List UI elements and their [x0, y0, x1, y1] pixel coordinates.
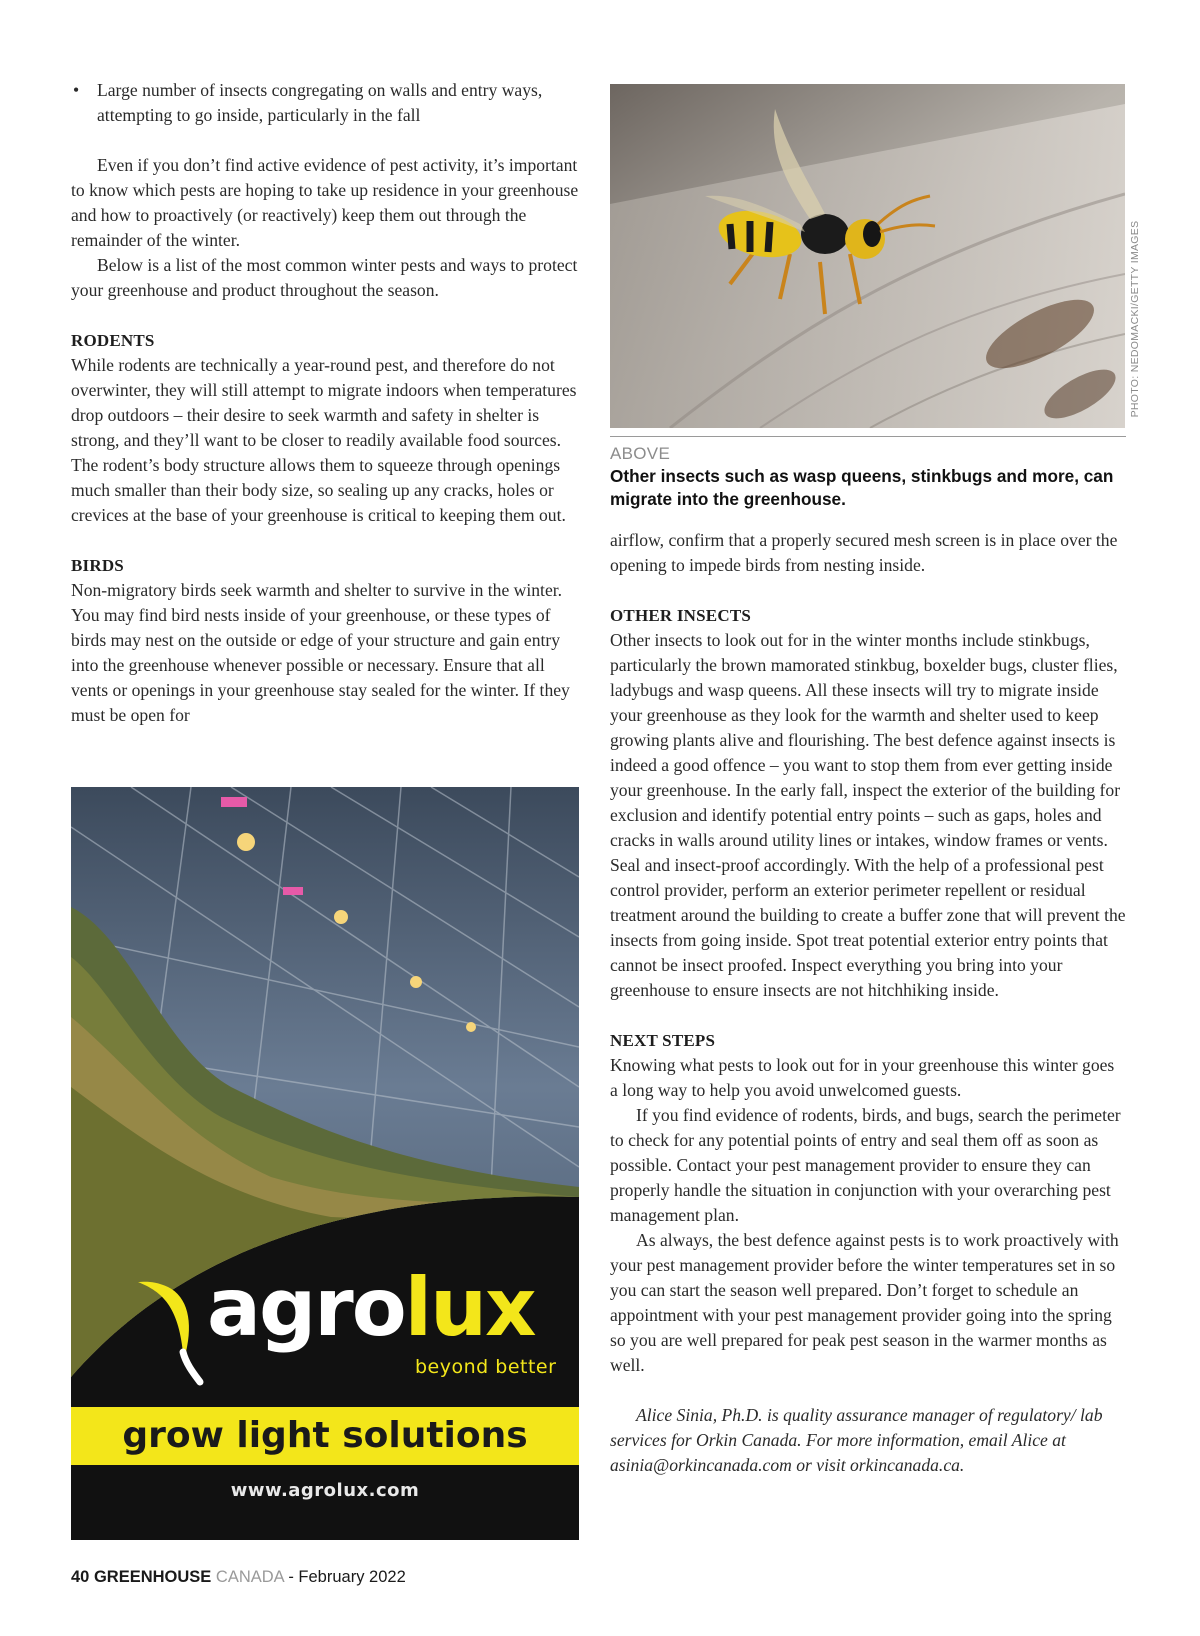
ad-yellow-band	[71, 1407, 579, 1465]
intro-paragraph: Even if you don’t find active evidence of pest activity, it’s important to know which pests are hoping to take up residence in your greenhouse and how to proactively (or reactively) keep them out through the remainder of the winter.	[71, 155, 579, 250]
caption-text: Other insects such as wasp queens, stinkbugs and more, can migrate into the greenhouse.	[610, 466, 1114, 509]
insects-heading: OTHER INSECTS	[610, 606, 752, 625]
left-column	[71, 78, 581, 728]
insects-text: Other insects to look out for in the winter months include stinkbugs, particularly the brown mamorated stinkbug, boxelder bugs, cluster flies, ladybugs and wasp queens. All these insects will try to migrate inside your greenhouse as they look for the warmth and shelter used to keep growing plants alive and flourishing. The best defence against insects is indeed a good offence – you want to stop them from ever getting inside your greenhouse. In the early fall, inspect the exterior of the building for exclusion and identify potential entry points – such as gaps, holes and cracks in walls around utility lines or intakes, window frames or vents. Seal and insect-proof accordingly. With the help of a professional pest control provider, perform an exterior perimeter repellent or residual treatment around the building to create a buffer zone that will prevent the insects from going inside. Spot treat potential exterior entry points that cannot be insect proofed. Inspect everything you bring into your greenhouse to ensure insects are not hitchhiking inside.	[610, 630, 1126, 1000]
magazine-name: GREENHOUSE	[93, 1568, 212, 1586]
birds-text: Non-migratory birds seek warmth and shelter to survive in the winter. You may find bird nests inside of your greenhouse, or these types of birds may nest on the outside or edge of your structure and gain entry into the greenhouse whenever possible or necessary. Ensure that all vents or openings in your greenhouse stay sealed for the winter. If they must be open for	[71, 580, 570, 725]
brand-text-agro: agro	[207, 1261, 405, 1354]
wasp-photo	[610, 84, 1125, 428]
agrolux-wordmark	[207, 1261, 535, 1354]
page-footer	[71, 1568, 406, 1587]
magazine-name-light: CANADA	[215, 1568, 284, 1586]
next-steps-paragraph-2: If you find evidence of rodents, birds, and bugs, search the perimeter to check for any potential points of entry and seal them off as soon as possible. Contact your pest management provider to ensure they can properly handle the situation in conjunction with your overarching pest management plan.	[610, 1105, 1121, 1225]
photo-credit-text: PHOTO: NEDOMACKI/GETTY IMAGES	[1129, 220, 1141, 418]
wasp-illustration	[610, 84, 1125, 428]
ad-url-link[interactable]: www.agrolux.com	[230, 1480, 420, 1501]
bullet-item	[71, 78, 581, 128]
next-steps-paragraph-3: As always, the best defence against pests is to work proactively with your pest management provider before the winter temperatures set in so you can start the season well prepared. Don’t forget to schedule an appointment with your pest management provider going into the spring so you are well prepared for peak pest season in the warmer months as well.	[610, 1230, 1119, 1375]
ad-band-text: grow light solutions	[122, 1415, 528, 1456]
right-column	[610, 528, 1126, 1478]
rodents-text: While rodents are technically a year-round pest, and therefore do not overwinter, they will still attempt to migrate indoors when temperatures drop outdoors – their desire to seek warmth and safety in shelter is strong, and they’ll want to be closer to readily available food sources. The rodent’s body structure allows them to squeeze through openings much smaller than their body size, so sealing up any cracks, holes or crevices at the base of your greenhouse is critical to keeping them out.	[71, 355, 577, 525]
caption-divider	[610, 436, 1126, 437]
brand-text-lux: lux	[404, 1261, 535, 1354]
bullet-text: Large number of insects congregating on walls and entry ways, attempting to go inside, particularly in the fall	[97, 80, 543, 125]
author-bio: Alice Sinia, Ph.D. is quality assurance manager of regulatory/ lab services for Orkin Canada. For more information, email Alice at asinia@orkincanada.com or visit orkincanada.ca.	[610, 1405, 1103, 1475]
bullet-dot-icon: •	[73, 80, 80, 100]
next-steps-paragraph-1: Knowing what pests to look out for in your greenhouse this winter goes a long way to help you avoid unwelcomed guests.	[610, 1055, 1115, 1100]
photo-credit	[1128, 210, 1142, 428]
birds-continued-text: airflow, confirm that a properly secured mesh screen is in place over the opening to impede birds from nesting inside.	[610, 530, 1118, 575]
intro-paragraph-2: Below is a list of the most common winter pests and ways to protect your greenhouse and product throughout the season.	[71, 255, 578, 300]
page-number: 40	[71, 1568, 90, 1586]
caption-label: ABOVE	[610, 444, 671, 463]
birds-heading: BIRDS	[71, 556, 124, 575]
rodents-heading: RODENTS	[71, 331, 155, 350]
issue-date: - February 2022	[283, 1568, 406, 1586]
ad-tagline: beyond better	[415, 1356, 557, 1378]
next-steps-heading: NEXT STEPS	[610, 1031, 716, 1050]
